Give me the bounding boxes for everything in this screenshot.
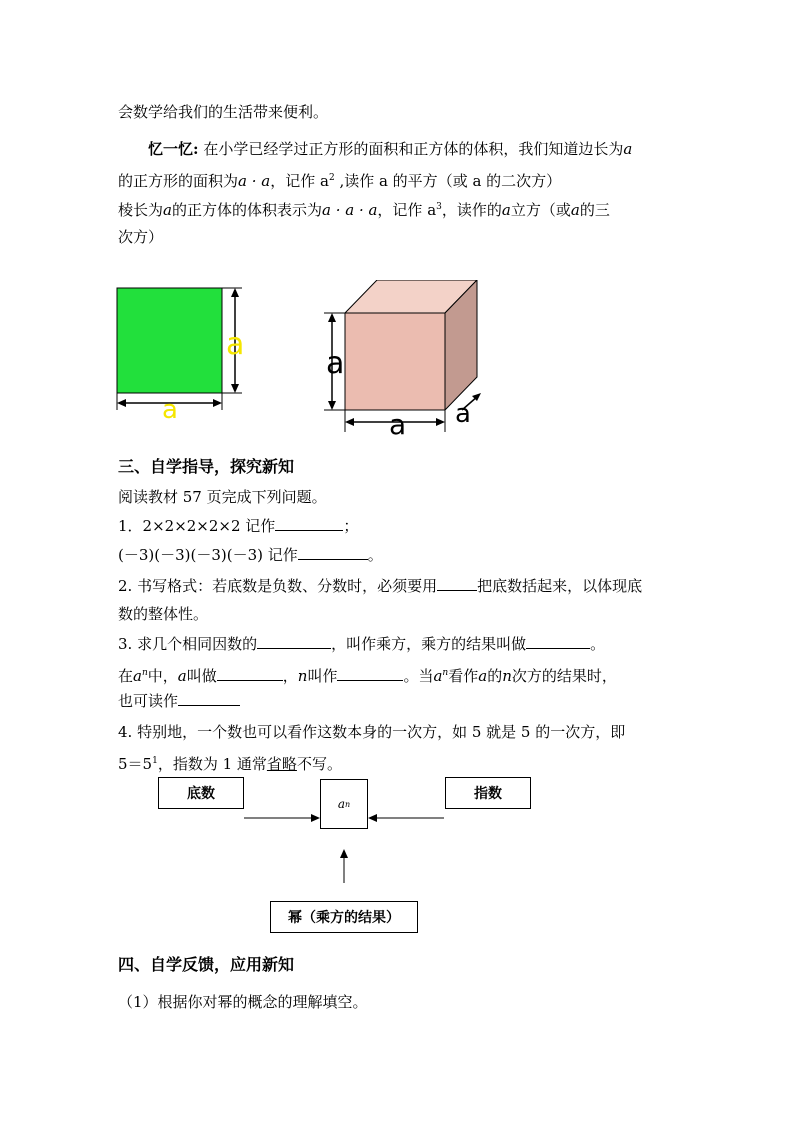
intro-line: 会数学给我们的生活带来便利。: [118, 103, 329, 121]
section3-intro: 阅读教材 57 页完成下列问题。: [118, 488, 327, 506]
recall-line-2: 的正方形的面积为a · a，记作 $a^2$ ,读作 a 的平方（或 a 的二次方）: [118, 172, 562, 190]
cube-width-label: a: [389, 408, 407, 440]
shapes-figure: [110, 280, 490, 440]
answer-blank-2[interactable]: [437, 576, 477, 591]
answer-blank-3b[interactable]: [526, 634, 590, 649]
recall-line-4: 次方）: [118, 228, 164, 246]
question-1: 1．2×2×2×2×2 记作 ；: [118, 517, 359, 535]
section4-item-1: （1）根据你对幂的概念的理解填空。: [118, 993, 368, 1011]
question-2: 2. 书写格式：若底数是负数、分数时，必须要用 把底数括起来，以体现底: [118, 577, 643, 595]
answer-blank-3a[interactable]: [257, 634, 331, 649]
section4-title: 四、自学反馈，应用新知: [118, 955, 295, 974]
question-4: 4. 特别地，一个数也可以看作这数本身的一次方，如 5 就是 5 的一次方，即: [118, 723, 626, 741]
exponent-box: 指数: [445, 777, 531, 809]
square-side-label: a: [226, 327, 245, 362]
base-box: 底数: [158, 777, 244, 809]
cube-depth-label: a: [455, 399, 471, 429]
question-3: 3. 求几个相同因数的 ，叫作乘方，乘方的结果叫做 。: [118, 635, 606, 653]
answer-blank-1b[interactable]: [298, 545, 368, 560]
question-4-cont: $5=5^1$，指数为 1 通常省略不写。: [118, 755, 342, 773]
recall-line-1: 忆一忆: 在小学已经学过正方形的面积和正方体的体积，我们知道边长为a: [148, 140, 633, 158]
power-center-box: a n: [320, 779, 368, 829]
recall-text-1: 在小学已经学过正方形的面积和正方体的体积，我们知道边长为: [203, 140, 624, 158]
question-3-cont: 在$a^n$中，a叫做 ，n叫作 。当$a^n$看作a的n次方的结果时，: [118, 667, 617, 685]
recall-label: 忆一忆: [148, 140, 194, 158]
recall-line-3: 棱长为a的正方体的体积表示为a · a · a，记作 $a^3$，读作的a立方（或a的三: [118, 201, 610, 219]
cube-height-label: a: [326, 346, 345, 381]
answer-blank-3e[interactable]: [178, 691, 240, 706]
question-2-cont: 数的整体性。: [118, 605, 209, 623]
square-bottom-label: a: [162, 395, 178, 425]
section3-title: 三、自学指导，探究新知: [118, 457, 295, 476]
cube-front: [345, 313, 445, 410]
question-3-cont2: 也可读作: [118, 690, 240, 712]
green-square: [117, 288, 222, 393]
answer-blank-3d[interactable]: [337, 666, 403, 681]
power-result-box: 幂（乘方的结果）: [270, 901, 418, 933]
answer-blank-1[interactable]: [275, 516, 343, 531]
question-1b: (－3)(－3)(－3)(－3) 记作 。: [118, 546, 383, 564]
answer-blank-3c[interactable]: [217, 666, 283, 681]
